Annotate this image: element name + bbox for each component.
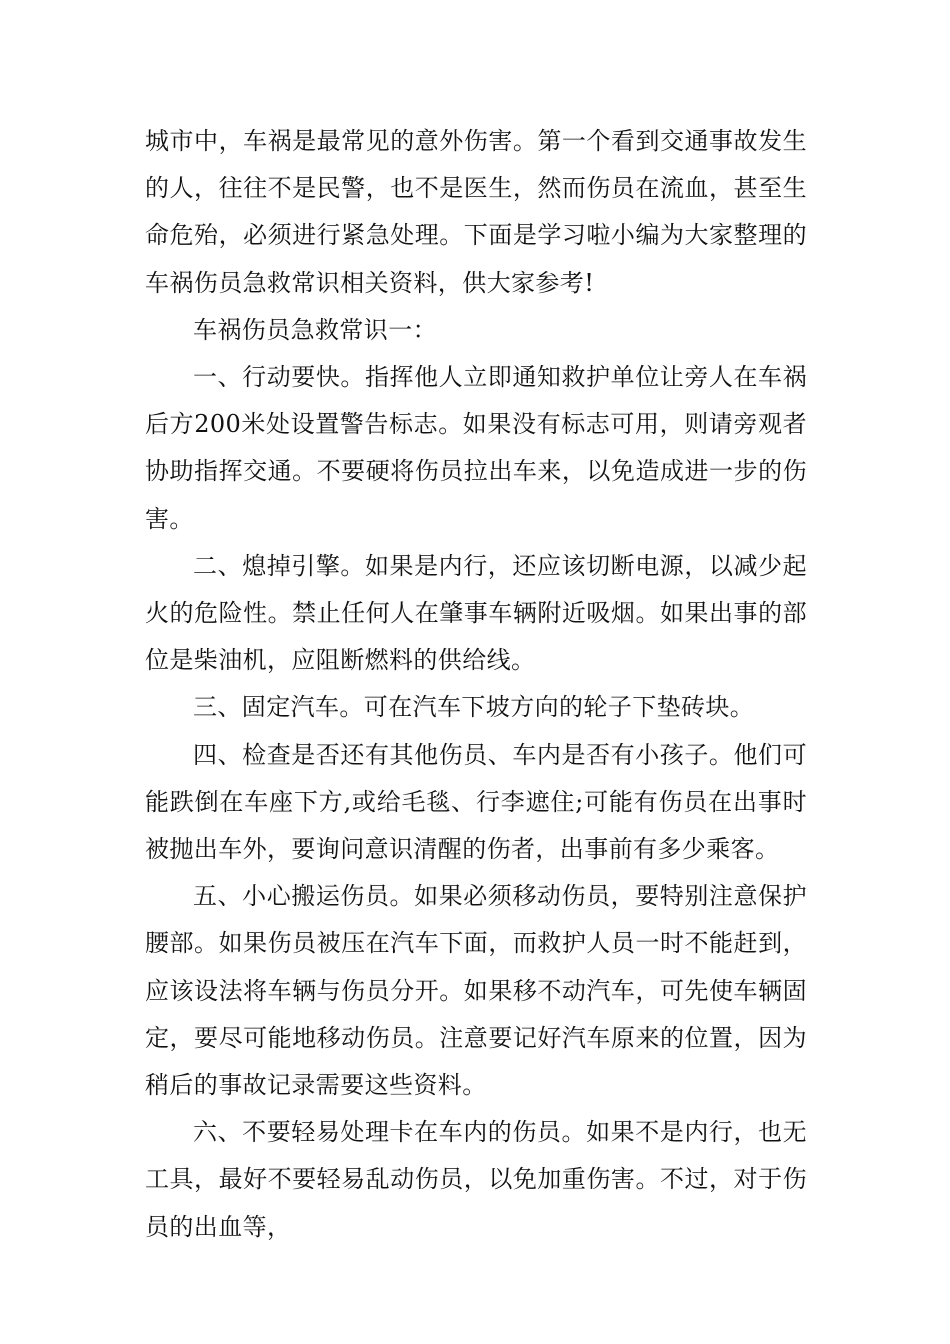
step-three-paragraph: 三、固定汽车。可在汽车下坡方向的轮子下垫砖块。 <box>193 693 755 722</box>
step-two-paragraph: 二、熄掉引擎。如果是内行，还应该切断电源，以减少起火的危险性。禁止任何人在肇事车辆附近吸烟。如果出事的部位是柴油机，应阻断燃料的供给线。 <box>145 551 807 675</box>
step-five-paragraph: 五、小心搬运伤员。如果必须移动伤员，要特别注意保护腰部。如果伤员被压在汽车下面，而救护人员一时不能赶到，应该设法将车辆与伤员分开。如果移不动汽车，可先使车辆固定，要尽可能地移动伤员。注意要记好汽车原来的位置，因为稍后的事故记录需要这些资料。 <box>145 882 807 1100</box>
step-four-paragraph: 四、检查是否还有其他伤员、车内是否有小孩子。他们可能跌倒在车座下方,或给毛毯、行李遮住;可能有伤员在出事时被抛出车外，要询问意识清醒的伤者，出事前有多少乘客。 <box>145 740 807 864</box>
step-six-paragraph: 六、不要轻易处理卡在车内的伤员。如果不是内行，也无工具，最好不要轻易乱动伤员，以免加重伤害。不过，对于伤员的出血等， <box>145 1118 807 1241</box>
step-one-paragraph: 一、行动要快。指挥他人立即通知救护单位让旁人在车祸后方200米处设置警告标志。如果没有标志可用，则请旁观者协助指挥交通。不要硬将伤员拉出车来，以免造成进一步的伤害。 <box>145 363 807 533</box>
document-page <box>145 118 807 1251</box>
section-heading: 车祸伤员急救常识一： <box>193 315 437 344</box>
intro-paragraph: 城市中，车祸是最常见的意外伤害。第一个看到交通事故发生的人，往往不是民警，也不是医生，然而伤员在流血，甚至生命危殆，必须进行紧急处理。下面是学习啦小编为大家整理的车祸伤员急救常识相关资料，供大家参考! <box>145 127 807 297</box>
